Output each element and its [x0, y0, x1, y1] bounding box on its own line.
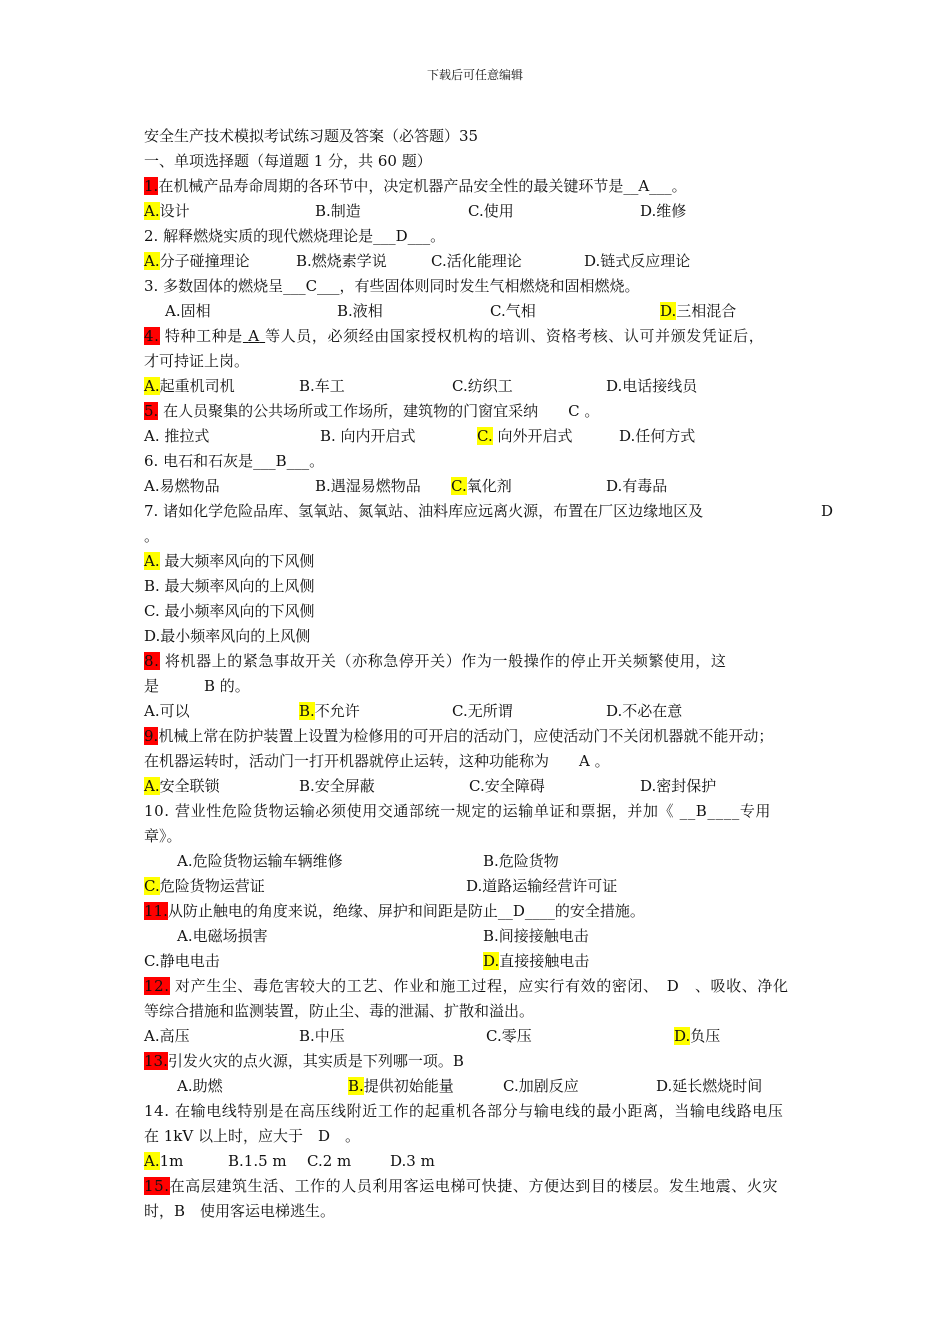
option-d: D.延长燃烧时间: [656, 1077, 763, 1095]
question-13: [144, 1051, 464, 1071]
option-c: C.零压: [486, 1027, 532, 1045]
option-a: A.高压: [144, 1027, 190, 1045]
question-14: 14. 在输电线特别是在高压线附近工作的起重机各部分与输电线的最小距离，当输电线路电压: [144, 1102, 784, 1120]
answer-highlight: A.: [144, 777, 160, 795]
option-c: C.使用: [468, 202, 514, 220]
option-d: D.维修: [640, 202, 687, 220]
question-number-highlight: 9.: [144, 727, 159, 745]
page-header: 下载后可任意编辑: [426, 68, 523, 82]
option-b: B.中压: [299, 1027, 345, 1045]
option-d: D.有毒品: [606, 477, 668, 495]
option-c: C.活化能理论: [431, 252, 522, 270]
option-c: C.加剧反应: [503, 1077, 579, 1095]
option-b: B.燃烧素学说: [296, 252, 387, 270]
answer-highlight: D.: [483, 952, 500, 970]
question-text: 对产生尘、毒危害较大的工艺、作业和施工过程，应实行有效的密闭、 D 、吸收、净化: [175, 977, 789, 995]
question-8-cont: 是 B 的。: [144, 677, 250, 695]
question-7-end: 。: [144, 527, 160, 545]
option-d: 直接接触电击: [499, 952, 590, 970]
option-d: D.不必在意: [606, 702, 683, 720]
option-d: D.任何方式: [619, 427, 696, 445]
option-a: A.易燃物品: [144, 477, 220, 495]
option-a: 设计: [159, 202, 190, 220]
question-15-cont: 时，B 使用客运电梯逃生。: [144, 1202, 336, 1220]
section-heading: 一、单项选择题（每道题 1 分，共 60 题）: [144, 152, 432, 170]
answer-highlight: A.: [144, 377, 160, 395]
option-d: 负压: [690, 1027, 721, 1045]
question-number-highlight: 13.: [144, 1052, 168, 1070]
question-text: 在机械产品寿命周期的各环节中，决定机器产品安全性的最关键环节是__A___。: [158, 177, 687, 195]
option-a: A.助燃: [177, 1077, 223, 1095]
question-number-highlight: 15.: [144, 1177, 170, 1195]
answer-highlight: A.: [144, 252, 160, 270]
option-b: B.安全屏蔽: [299, 777, 375, 795]
answer-highlight: A.: [144, 1152, 160, 1170]
question-14-cont: 在 1kV 以上时，应大于 D 。: [144, 1127, 361, 1145]
question-number-highlight: 12.: [144, 977, 170, 995]
option-a: A.危险货物运输车辆维修: [177, 852, 343, 870]
question-6: 6. 电石和石灰是___B___。: [144, 452, 325, 470]
option-a: A. 推拉式: [144, 427, 210, 445]
option-a: 最大频率风向的下风侧: [159, 552, 315, 570]
question-text: 机械上常在防护装置上设置为检修用的可开启的活动门，应使活动门不关闭机器就不能开动；: [158, 727, 774, 745]
question-number-highlight: 5.: [144, 402, 159, 420]
option-d: D.密封保护: [640, 777, 717, 795]
option-d: D.3 m: [390, 1152, 435, 1170]
option-b: B.1.5 m: [228, 1152, 287, 1170]
question-text: 在人员聚集的公共场所或工作场所，建筑物的门窗宜采纳 C 。: [163, 402, 600, 420]
option-b: B.车工: [299, 377, 345, 395]
option-c: C.静电电击: [144, 952, 220, 970]
answer-highlight: D.: [674, 1027, 691, 1045]
question-11: [144, 901, 645, 921]
question-10-cont: 章》。: [144, 827, 182, 845]
option-b: B. 向内开启式: [320, 427, 416, 445]
answer-highlight: B.: [348, 1077, 364, 1095]
question-text: 7. 诸如化学危险品库、氢氧站、氮氧站、油料库应远离火源，布置在厂区边缘地区及: [144, 502, 704, 520]
option-d: D.电话接线员: [606, 377, 698, 395]
option-c: C.气相: [490, 302, 536, 320]
option-a: A.电磁场损害: [177, 927, 268, 945]
question-number-highlight: 1.: [144, 177, 159, 195]
question-10: 10. 营业性危险货物运输必须使用交通部统一规定的运输单证和票据，并加《 __B____专用: [144, 802, 772, 820]
question-2: 2. 解释燃烧实质的现代燃烧理论是___D___。: [144, 227, 446, 245]
option-a: A.固相: [165, 302, 211, 320]
option-c: 氧化剂: [466, 477, 512, 495]
option-c: 危险货物运营证: [159, 877, 265, 895]
question-text: 在高层建筑生活、工作的人员利用客运电梯可快捷、方便达到目的楼层。发生地震、火灾: [169, 1177, 779, 1195]
question-4: 4. 特种工种是 A 等人员，必须经由国家授权机构的培训、资格考核、认可并颁发凭证后，: [144, 327, 765, 345]
question-text: 特种工种是: [164, 327, 243, 345]
option-a: 起重机司机: [159, 377, 235, 395]
question-number-highlight: 11.: [144, 902, 168, 920]
option-b: B.制造: [315, 202, 361, 220]
option-a: 安全联锁: [159, 777, 220, 795]
document-title: 安全生产技术模拟考试练习题及答案（必答题）35: [144, 127, 479, 145]
question-8: [144, 651, 834, 671]
option-c: 向外开启式: [492, 427, 573, 445]
answer-highlight: A.: [144, 202, 160, 220]
question-text: 引发火灾的点火源，其实质是下列哪一项。B: [167, 1052, 464, 1070]
question-12-cont: 等综合措施和监测装置，防止尘、毒的泄漏、扩散和溢出。: [144, 1002, 535, 1020]
option-d: D.链式反应理论: [584, 252, 691, 270]
question-1: [144, 176, 687, 196]
question-text: 将机器上的紧急事故开关（亦称急停开关）作为一般操作的停止开关频繁使用，这: [164, 652, 727, 670]
option-b: 不允许: [314, 702, 360, 720]
question-7-option-a-row: [144, 551, 314, 571]
answer-inline: D: [821, 502, 834, 520]
question-15: [144, 1176, 834, 1196]
option-b: B.间接接触电击: [483, 927, 589, 945]
option-b: 提供初始能量: [363, 1077, 454, 1095]
option-d: 三相混合: [676, 302, 737, 320]
option-a: A.可以: [144, 702, 190, 720]
question-7: [144, 501, 834, 521]
question-12: [144, 976, 834, 996]
question-4-cont: 才可持证上岗。: [144, 352, 250, 370]
option-b: B.遇湿易燃物品: [315, 477, 421, 495]
option-c: C. 最小频率风向的下风侧: [144, 602, 315, 620]
option-a: 分子碰撞理论: [159, 252, 250, 270]
option-b: B. 最大频率风向的上风侧: [144, 577, 315, 595]
answer-highlight: A.: [144, 552, 160, 570]
option-c: C.2 m: [307, 1152, 352, 1170]
question-3: 3. 多数固体的燃烧呈___C___，有些固体则同时发生气相燃烧和固相燃烧。: [144, 277, 640, 295]
answer-highlight: D.: [660, 302, 677, 320]
answer-highlight: B.: [299, 702, 315, 720]
option-c: C.纺织工: [452, 377, 513, 395]
option-c: C.无所谓: [452, 702, 513, 720]
option-b: B.液相: [337, 302, 383, 320]
answer-highlight: C.: [451, 477, 467, 495]
question-9-cont: 在机器运转时，活动门一打开机器就停止运转，这种功能称为 A 。: [144, 752, 610, 770]
answer-highlight: C.: [144, 877, 160, 895]
question-number-highlight: 4.: [144, 327, 160, 345]
question-5: [144, 401, 599, 421]
question-9: [144, 726, 773, 746]
answer-inline: A: [248, 327, 260, 345]
question-number-highlight: 8.: [144, 652, 160, 670]
option-c: C.安全障碍: [469, 777, 545, 795]
option-a: 1m: [159, 1152, 184, 1170]
option-d: D.道路运输经营许可证: [466, 877, 618, 895]
option-d: D.最小频率风向的上风侧: [144, 627, 311, 645]
question-text: 从防止触电的角度来说，绝缘、屏护和间距是防止__D____的安全措施。: [167, 902, 645, 920]
answer-highlight: C.: [477, 427, 493, 445]
option-b: B.危险货物: [483, 852, 559, 870]
